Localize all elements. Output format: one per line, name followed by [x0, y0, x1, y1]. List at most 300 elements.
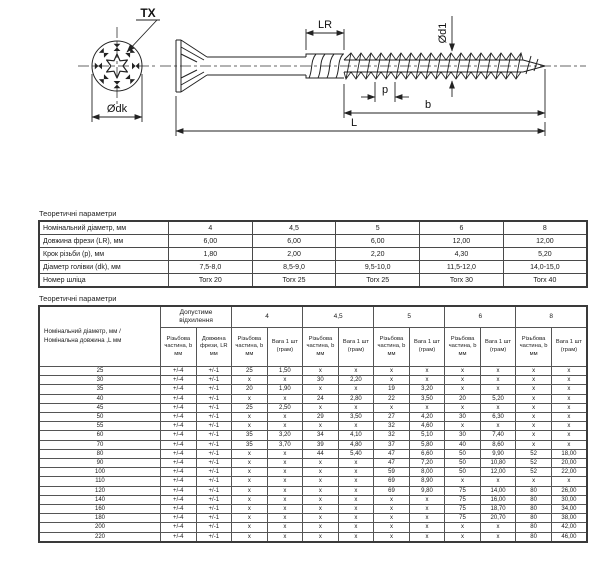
value-cell: x: [551, 431, 587, 440]
milling-length-label: LR: [317, 19, 333, 31]
sub-header: Вага 1 шт (грам): [338, 328, 374, 367]
value-cell: x: [232, 486, 268, 495]
size-row: [39, 523, 587, 532]
total-length-label: L: [350, 117, 358, 129]
parameter-value: 2,20: [336, 248, 420, 261]
value-cell: x: [516, 394, 552, 403]
group-header: 8: [516, 306, 587, 328]
value-cell: 80: [516, 495, 552, 504]
parameter-value: 6: [420, 221, 504, 235]
value-cell: x: [303, 532, 339, 542]
value-cell: 69: [374, 477, 410, 486]
length-cell: 80: [39, 449, 161, 458]
value-cell: x: [374, 367, 410, 376]
tolerance-cell: +/-4: [161, 385, 197, 394]
value-cell: 8,90: [409, 477, 445, 486]
thread-length-label: b: [424, 99, 432, 111]
value-cell: x: [409, 505, 445, 514]
value-cell: x: [480, 367, 516, 376]
value-cell: x: [445, 367, 481, 376]
sub-header: Вага 1 шт (грам): [409, 328, 445, 367]
value-cell: x: [551, 477, 587, 486]
value-cell: 26,00: [551, 486, 587, 495]
tolerance-cell: +/-4: [161, 367, 197, 376]
value-cell: 80: [516, 523, 552, 532]
value-cell: 50: [445, 449, 481, 458]
value-cell: x: [551, 440, 587, 449]
value-cell: x: [516, 385, 552, 394]
parameter-value: 2,00: [252, 248, 336, 261]
value-cell: 75: [445, 505, 481, 514]
length-cell: 70: [39, 440, 161, 449]
length-cell: 110: [39, 477, 161, 486]
value-cell: x: [267, 505, 303, 514]
value-cell: 12,00: [480, 468, 516, 477]
value-cell: 9,90: [480, 449, 516, 458]
size-row: [39, 394, 587, 403]
value-cell: x: [338, 367, 374, 376]
head-serration-marks: [95, 44, 139, 88]
value-cell: 29: [303, 413, 339, 422]
value-cell: 52: [516, 459, 552, 468]
tolerance-cell: +/-4: [161, 376, 197, 385]
value-cell: 5,20: [480, 394, 516, 403]
tolerance-cell: +/-1: [196, 431, 232, 440]
sub-header: Різьбова частина, b мм: [161, 328, 197, 367]
tolerance-cell: +/-4: [161, 477, 197, 486]
sub-header: Вага 1 шт (грам): [267, 328, 303, 367]
value-cell: x: [267, 477, 303, 486]
value-cell: x: [303, 514, 339, 523]
value-cell: x: [480, 376, 516, 385]
value-cell: 8,60: [480, 440, 516, 449]
value-cell: 22,00: [551, 468, 587, 477]
value-cell: x: [551, 376, 587, 385]
parameter-value: 5: [336, 221, 420, 235]
value-cell: 3,20: [409, 385, 445, 394]
value-cell: x: [232, 477, 268, 486]
parameter-value: 12,00: [420, 235, 504, 248]
group-header: 6: [445, 306, 516, 328]
value-cell: x: [374, 523, 410, 532]
value-cell: x: [338, 523, 374, 532]
thread-pitch-label: p: [381, 84, 389, 96]
value-cell: x: [338, 486, 374, 495]
tx-leader-line: [127, 20, 160, 52]
parameter-value: 8: [503, 221, 587, 235]
value-cell: x: [445, 422, 481, 431]
value-cell: x: [267, 532, 303, 542]
tolerance-cell: +/-4: [161, 523, 197, 532]
value-cell: x: [409, 495, 445, 504]
parameter-value: 5,20: [503, 248, 587, 261]
value-cell: x: [303, 385, 339, 394]
value-cell: x: [516, 376, 552, 385]
value-cell: x: [551, 413, 587, 422]
value-cell: x: [551, 367, 587, 376]
parameter-value: Torx 30: [420, 274, 504, 288]
value-cell: x: [445, 477, 481, 486]
value-cell: x: [409, 532, 445, 542]
thread-diameter-label: Ød1: [437, 22, 449, 44]
tolerance-cell: +/-1: [196, 394, 232, 403]
value-cell: x: [374, 532, 410, 542]
value-cell: x: [338, 514, 374, 523]
value-cell: x: [232, 394, 268, 403]
value-cell: x: [551, 422, 587, 431]
value-cell: 2,80: [338, 394, 374, 403]
tolerance-cell: +/-4: [161, 431, 197, 440]
value-cell: 7,20: [409, 459, 445, 468]
value-cell: 42,00: [551, 523, 587, 532]
value-cell: 5,40: [338, 449, 374, 458]
size-row: [39, 505, 587, 514]
value-cell: x: [445, 376, 481, 385]
value-cell: x: [480, 403, 516, 412]
value-cell: x: [232, 468, 268, 477]
size-row: [39, 486, 587, 495]
value-cell: 75: [445, 486, 481, 495]
value-cell: x: [267, 459, 303, 468]
value-cell: x: [303, 486, 339, 495]
value-cell: 80: [516, 486, 552, 495]
value-cell: x: [338, 495, 374, 504]
sub-header: Різьбова частина, b мм: [303, 328, 339, 367]
length-cell: 25: [39, 367, 161, 376]
value-cell: x: [303, 403, 339, 412]
value-cell: x: [338, 459, 374, 468]
parameter-label: Діаметр голівки (dk), мм: [39, 261, 169, 274]
value-cell: x: [338, 477, 374, 486]
length-cell: 55: [39, 422, 161, 431]
parameter-value: Torx 40: [503, 274, 587, 288]
torx-size-label: TX: [140, 6, 156, 20]
value-cell: x: [445, 523, 481, 532]
value-cell: 39: [303, 440, 339, 449]
length-cell: 45: [39, 403, 161, 412]
value-cell: x: [338, 532, 374, 542]
group-header: 4: [232, 306, 303, 328]
length-cell: 30: [39, 376, 161, 385]
value-cell: 3,50: [409, 394, 445, 403]
value-cell: x: [303, 477, 339, 486]
value-cell: 30: [303, 376, 339, 385]
value-cell: 40: [445, 440, 481, 449]
value-cell: 4,80: [338, 440, 374, 449]
tolerance-cell: +/-4: [161, 486, 197, 495]
parameter-row: [39, 261, 587, 274]
length-cell: 50: [39, 413, 161, 422]
value-cell: x: [232, 532, 268, 542]
value-cell: 3,70: [267, 440, 303, 449]
value-cell: x: [409, 367, 445, 376]
theoretical-parameters-table: [38, 220, 588, 288]
tolerance-cell: +/-1: [196, 468, 232, 477]
size-row: [39, 532, 587, 542]
value-cell: x: [267, 468, 303, 477]
lr-dimension: [306, 29, 344, 50]
parameter-value: 6,00: [336, 235, 420, 248]
value-cell: x: [445, 532, 481, 542]
parameter-label: Довжина фрези (LR), мм: [39, 235, 169, 248]
value-cell: x: [374, 376, 410, 385]
value-cell: x: [267, 495, 303, 504]
tolerance-cell: +/-1: [196, 413, 232, 422]
length-cell: 60: [39, 431, 161, 440]
value-cell: 6,60: [409, 449, 445, 458]
tolerance-cell: +/-1: [196, 532, 232, 542]
value-cell: x: [516, 413, 552, 422]
value-cell: 75: [445, 495, 481, 504]
value-cell: 4,60: [409, 422, 445, 431]
value-cell: x: [303, 468, 339, 477]
value-cell: x: [409, 514, 445, 523]
tolerance-cell: +/-4: [161, 413, 197, 422]
sub-header: Довжина фрези, LR мм: [196, 328, 232, 367]
value-cell: 4,20: [409, 413, 445, 422]
value-cell: 1,90: [267, 385, 303, 394]
parameter-value: 4: [169, 221, 253, 235]
value-cell: 4,10: [338, 431, 374, 440]
value-cell: 6,30: [480, 413, 516, 422]
length-cell: 200: [39, 523, 161, 532]
size-row: [39, 422, 587, 431]
length-cell: 140: [39, 495, 161, 504]
value-cell: x: [232, 523, 268, 532]
value-cell: 30,00: [551, 495, 587, 504]
value-cell: x: [267, 413, 303, 422]
size-row: [39, 459, 587, 468]
value-cell: x: [516, 431, 552, 440]
parameter-label: Крок різьби (p), мм: [39, 248, 169, 261]
size-row: [39, 376, 587, 385]
tolerance-cell: +/-4: [161, 403, 197, 412]
value-cell: x: [480, 477, 516, 486]
parameter-value: 12,00: [503, 235, 587, 248]
parameter-value: 11,5-12,0: [420, 261, 504, 274]
value-cell: x: [267, 422, 303, 431]
size-row: [39, 468, 587, 477]
value-cell: x: [551, 394, 587, 403]
value-cell: x: [267, 394, 303, 403]
value-cell: 5,80: [409, 440, 445, 449]
value-cell: 2,50: [267, 403, 303, 412]
tolerance-cell: +/-4: [161, 468, 197, 477]
tolerance-cell: +/-4: [161, 440, 197, 449]
tolerance-cell: +/-4: [161, 505, 197, 514]
value-cell: x: [267, 449, 303, 458]
parameter-value: Torx 25: [336, 274, 420, 288]
value-cell: 80: [516, 505, 552, 514]
tolerance-cell: +/-1: [196, 376, 232, 385]
value-cell: 18,00: [551, 449, 587, 458]
tolerance-cell: +/-4: [161, 532, 197, 542]
tolerance-cell: +/-4: [161, 514, 197, 523]
group-header: 5: [374, 306, 445, 328]
size-row: [39, 514, 587, 523]
value-cell: 25: [232, 403, 268, 412]
value-cell: x: [303, 422, 339, 431]
thread-teeth-bottom: [344, 72, 521, 79]
table2-title: Теоретичні параметри: [39, 294, 117, 303]
size-row: [39, 431, 587, 440]
value-cell: 50: [445, 468, 481, 477]
size-row: [39, 403, 587, 412]
value-cell: x: [445, 385, 481, 394]
screw-tip: [523, 56, 545, 74]
value-cell: x: [232, 413, 268, 422]
value-cell: x: [516, 477, 552, 486]
value-cell: x: [480, 532, 516, 542]
parameter-row: [39, 235, 587, 248]
tolerance-cell: +/-1: [196, 486, 232, 495]
size-weight-matrix-table: [38, 305, 588, 543]
parameter-value: 6,00: [169, 235, 253, 248]
length-cell: 160: [39, 505, 161, 514]
tolerance-cell: +/-1: [196, 459, 232, 468]
length-cell: 35: [39, 385, 161, 394]
value-cell: 47: [374, 459, 410, 468]
length-cell: 220: [39, 532, 161, 542]
sub-header: Вага 1 шт (грам): [551, 328, 587, 367]
length-cell: 180: [39, 514, 161, 523]
value-cell: 30: [445, 413, 481, 422]
value-cell: 37: [374, 440, 410, 449]
value-cell: 32: [374, 431, 410, 440]
value-cell: x: [480, 523, 516, 532]
value-cell: x: [232, 459, 268, 468]
value-cell: 10,80: [480, 459, 516, 468]
parameter-value: Torx 20: [169, 274, 253, 288]
value-cell: x: [480, 385, 516, 394]
value-cell: x: [303, 495, 339, 504]
size-row: [39, 413, 587, 422]
center-lines: [78, 27, 586, 105]
value-cell: x: [516, 440, 552, 449]
value-cell: 20,70: [480, 514, 516, 523]
tolerance-cell: +/-1: [196, 449, 232, 458]
value-cell: x: [232, 449, 268, 458]
value-cell: x: [374, 495, 410, 504]
value-cell: 16,00: [480, 495, 516, 504]
value-cell: x: [303, 367, 339, 376]
sub-header: Різьбова частина, b мм: [445, 328, 481, 367]
value-cell: x: [551, 385, 587, 394]
corner-header: Номінальний діаметр, мм / Номінальна довжина ,L мм: [39, 306, 161, 367]
value-cell: 80: [516, 514, 552, 523]
value-cell: x: [232, 495, 268, 504]
parameter-value: 4,5: [252, 221, 336, 235]
table1-title: Теоретичні параметри: [39, 209, 117, 218]
value-cell: x: [374, 403, 410, 412]
sub-header: Різьбова частина, b мм: [232, 328, 268, 367]
value-cell: x: [445, 403, 481, 412]
value-cell: 52: [516, 449, 552, 458]
value-cell: 7,40: [480, 431, 516, 440]
parameter-row: [39, 221, 587, 235]
screw-technical-drawing: [0, 0, 600, 150]
value-cell: 35: [232, 431, 268, 440]
value-cell: 3,50: [338, 413, 374, 422]
tolerance-cell: +/-1: [196, 523, 232, 532]
value-cell: 2,20: [338, 376, 374, 385]
size-row: [39, 440, 587, 449]
value-cell: x: [338, 505, 374, 514]
tolerance-cell: +/-1: [196, 422, 232, 431]
size-row: [39, 367, 587, 376]
parameter-value: 8,5-9,0: [252, 261, 336, 274]
parameter-label: Номер шліца: [39, 274, 169, 288]
value-cell: x: [267, 376, 303, 385]
value-cell: x: [232, 505, 268, 514]
parameter-value: 4,30: [420, 248, 504, 261]
value-cell: 35: [232, 440, 268, 449]
value-cell: 44: [303, 449, 339, 458]
size-row: [39, 385, 587, 394]
value-cell: 47: [374, 449, 410, 458]
parameter-row: [39, 248, 587, 261]
tolerance-cell: +/-4: [161, 495, 197, 504]
parameter-value: 1,80: [169, 248, 253, 261]
value-cell: 32: [374, 422, 410, 431]
value-cell: x: [232, 514, 268, 523]
value-cell: 9,80: [409, 486, 445, 495]
value-cell: 19: [374, 385, 410, 394]
value-cell: 38,00: [551, 514, 587, 523]
tolerance-cell: +/-4: [161, 422, 197, 431]
value-cell: 20: [445, 394, 481, 403]
size-row: [39, 477, 587, 486]
tolerance-cell: +/-1: [196, 495, 232, 504]
value-cell: x: [409, 523, 445, 532]
value-cell: 30: [445, 431, 481, 440]
parameter-value: 7,5-8,0: [169, 261, 253, 274]
value-cell: 75: [445, 514, 481, 523]
group-header: 4,5: [303, 306, 374, 328]
value-cell: 18,70: [480, 505, 516, 514]
tolerance-cell: +/-1: [196, 403, 232, 412]
value-cell: x: [303, 459, 339, 468]
parameter-value: 6,00: [252, 235, 336, 248]
length-cell: 120: [39, 486, 161, 495]
value-cell: x: [232, 422, 268, 431]
value-cell: x: [480, 422, 516, 431]
group-header: Допустиме відхилення: [161, 306, 232, 328]
value-cell: 25: [232, 367, 268, 376]
value-cell: x: [303, 505, 339, 514]
value-cell: x: [267, 486, 303, 495]
tolerance-cell: +/-4: [161, 394, 197, 403]
group-header-row: [39, 306, 587, 328]
value-cell: 59: [374, 468, 410, 477]
value-cell: x: [303, 523, 339, 532]
value-cell: x: [338, 403, 374, 412]
tolerance-cell: +/-1: [196, 367, 232, 376]
value-cell: 27: [374, 413, 410, 422]
value-cell: x: [551, 403, 587, 412]
sub-header: Вага 1 шт (грам): [480, 328, 516, 367]
value-cell: 8,00: [409, 468, 445, 477]
value-cell: x: [516, 403, 552, 412]
value-cell: 1,50: [267, 367, 303, 376]
tolerance-cell: +/-1: [196, 514, 232, 523]
tolerance-cell: +/-4: [161, 449, 197, 458]
parameter-value: 14,0-15,0: [503, 261, 587, 274]
parameter-label: Номінальний діаметр, мм: [39, 221, 169, 235]
value-cell: 5,10: [409, 431, 445, 440]
value-cell: x: [516, 422, 552, 431]
value-cell: 24: [303, 394, 339, 403]
